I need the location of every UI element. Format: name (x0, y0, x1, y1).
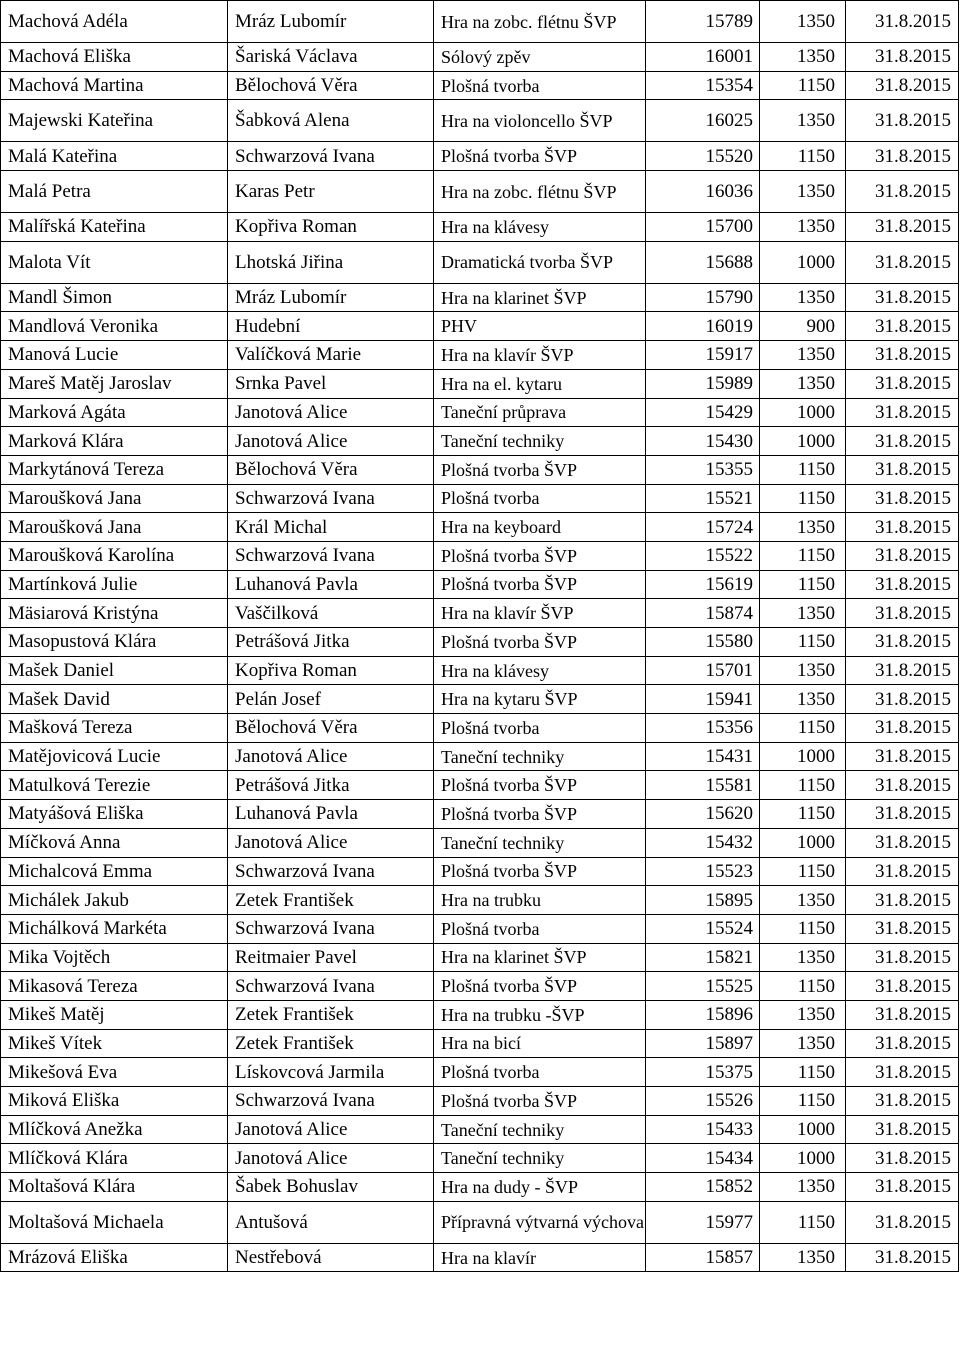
record-id-cell: 15724 (646, 513, 760, 542)
record-id-cell: 16019 (646, 312, 760, 341)
table-row (1, 142, 959, 171)
subject-cell: Hra na klarinet ŠVP (434, 283, 646, 312)
fee-amount-cell: 1000 (760, 398, 846, 427)
student-name-cell: Moltašová Klára (1, 1173, 228, 1202)
subject-cell: Plošná tvorba ŠVP (434, 972, 646, 1001)
subject-cell: Plošná tvorba ŠVP (434, 800, 646, 829)
date-cell: 31.8.2015 (846, 312, 959, 341)
date-cell: 31.8.2015 (846, 1173, 959, 1202)
date-cell: 31.8.2015 (846, 1000, 959, 1029)
fee-amount-cell: 1350 (760, 283, 846, 312)
teacher-name-cell: Zetek František (228, 1029, 434, 1058)
table-row (1, 685, 959, 714)
student-name-cell: Michálková Markéta (1, 914, 228, 943)
subject-cell: PHV (434, 312, 646, 341)
subject-cell: Hra na zobc. flétnu ŠVP (434, 171, 646, 213)
student-name-cell: Marková Klára (1, 427, 228, 456)
date-cell: 31.8.2015 (846, 742, 959, 771)
fee-amount-cell: 1350 (760, 513, 846, 542)
record-id-cell: 15821 (646, 943, 760, 972)
table-row (1, 71, 959, 100)
fee-amount-cell: 1150 (760, 541, 846, 570)
student-name-cell: Machová Eliška (1, 43, 228, 72)
teacher-name-cell: Zetek František (228, 886, 434, 915)
teacher-name-cell: Luhanová Pavla (228, 800, 434, 829)
subject-cell: Hra na keyboard (434, 513, 646, 542)
subject-cell: Plošná tvorba (434, 1058, 646, 1087)
teacher-name-cell: Petrášová Jitka (228, 628, 434, 657)
fee-amount-cell: 1350 (760, 886, 846, 915)
record-id-cell: 15895 (646, 886, 760, 915)
teacher-name-cell: Janotová Alice (228, 828, 434, 857)
table-row (1, 1, 959, 43)
date-cell: 31.8.2015 (846, 1201, 959, 1243)
table-row (1, 972, 959, 1001)
record-id-cell: 16036 (646, 171, 760, 213)
subject-cell: Plošná tvorba (434, 914, 646, 943)
student-name-cell: Moltašová Michaela (1, 1201, 228, 1243)
record-id-cell: 15857 (646, 1243, 760, 1272)
record-id-cell: 15434 (646, 1144, 760, 1173)
record-id-cell: 15701 (646, 656, 760, 685)
date-cell: 31.8.2015 (846, 656, 959, 685)
subject-cell: Hra na dudy - ŠVP (434, 1173, 646, 1202)
subject-cell: Dramatická tvorba ŠVP (434, 241, 646, 283)
subject-cell: Taneční techniky (434, 828, 646, 857)
record-id-cell: 15430 (646, 427, 760, 456)
fee-amount-cell: 900 (760, 312, 846, 341)
table-row (1, 1201, 959, 1243)
student-name-cell: Michálek Jakub (1, 886, 228, 915)
teacher-name-cell: Hudební (228, 312, 434, 341)
record-id-cell: 15977 (646, 1201, 760, 1243)
student-name-cell: Mlíčková Klára (1, 1144, 228, 1173)
student-name-cell: Mašek Daniel (1, 656, 228, 685)
student-name-cell: Mika Vojtěch (1, 943, 228, 972)
teacher-name-cell: Mráz Lubomír (228, 283, 434, 312)
student-name-cell: Matyášová Eliška (1, 800, 228, 829)
date-cell: 31.8.2015 (846, 1087, 959, 1116)
fee-amount-cell: 1000 (760, 1144, 846, 1173)
table-row (1, 513, 959, 542)
student-name-cell: Malá Kateřina (1, 142, 228, 171)
record-id-cell: 15522 (646, 541, 760, 570)
teacher-name-cell: Janotová Alice (228, 1115, 434, 1144)
date-cell: 31.8.2015 (846, 241, 959, 283)
record-id-cell: 15790 (646, 283, 760, 312)
date-cell: 31.8.2015 (846, 628, 959, 657)
student-name-cell: Mäsiarová Kristýna (1, 599, 228, 628)
fee-amount-cell: 1150 (760, 914, 846, 943)
date-cell: 31.8.2015 (846, 1, 959, 43)
teacher-name-cell: Lhotská Jiřina (228, 241, 434, 283)
student-name-cell: Matějovicová Lucie (1, 742, 228, 771)
date-cell: 31.8.2015 (846, 800, 959, 829)
subject-cell: Plošná tvorba ŠVP (434, 455, 646, 484)
teacher-name-cell: Antušová (228, 1201, 434, 1243)
date-cell: 31.8.2015 (846, 886, 959, 915)
fee-amount-cell: 1150 (760, 142, 846, 171)
subject-cell: Taneční techniky (434, 427, 646, 456)
table-row (1, 857, 959, 886)
record-id-cell: 15896 (646, 1000, 760, 1029)
teacher-name-cell: Janotová Alice (228, 427, 434, 456)
table-row (1, 886, 959, 915)
date-cell: 31.8.2015 (846, 1029, 959, 1058)
table-row (1, 742, 959, 771)
record-id-cell: 15429 (646, 398, 760, 427)
table-row (1, 656, 959, 685)
record-id-cell: 15354 (646, 71, 760, 100)
subject-cell: Taneční techniky (434, 742, 646, 771)
fee-amount-cell: 1350 (760, 1029, 846, 1058)
teacher-name-cell: Janotová Alice (228, 742, 434, 771)
date-cell: 31.8.2015 (846, 714, 959, 743)
subject-cell: Hra na klavír (434, 1243, 646, 1272)
teacher-name-cell: Zetek František (228, 1000, 434, 1029)
fee-amount-cell: 1150 (760, 484, 846, 513)
date-cell: 31.8.2015 (846, 398, 959, 427)
record-id-cell: 15525 (646, 972, 760, 1001)
subject-cell: Plošná tvorba ŠVP (434, 628, 646, 657)
teacher-name-cell: Šabková Alena (228, 100, 434, 142)
student-name-cell: Maroušková Jana (1, 484, 228, 513)
teacher-name-cell: Schwarzová Ivana (228, 857, 434, 886)
date-cell: 31.8.2015 (846, 369, 959, 398)
subject-cell: Hra na klarinet ŠVP (434, 943, 646, 972)
fee-amount-cell: 1150 (760, 714, 846, 743)
date-cell: 31.8.2015 (846, 1058, 959, 1087)
teacher-name-cell: Srnka Pavel (228, 369, 434, 398)
table-row (1, 369, 959, 398)
table-row (1, 570, 959, 599)
fee-amount-cell: 1150 (760, 1201, 846, 1243)
fee-amount-cell: 1350 (760, 100, 846, 142)
record-id-cell: 15917 (646, 341, 760, 370)
teacher-name-cell: Schwarzová Ivana (228, 914, 434, 943)
teacher-name-cell: Mráz Lubomír (228, 1, 434, 43)
student-name-cell: Machová Martina (1, 71, 228, 100)
record-id-cell: 15520 (646, 142, 760, 171)
teacher-name-cell: Schwarzová Ivana (228, 1087, 434, 1116)
subject-cell: Hra na klávesy (434, 213, 646, 242)
record-id-cell: 15789 (646, 1, 760, 43)
fee-amount-cell: 1350 (760, 1243, 846, 1272)
date-cell: 31.8.2015 (846, 455, 959, 484)
student-name-cell: Mlíčková Anežka (1, 1115, 228, 1144)
fee-amount-cell: 1000 (760, 241, 846, 283)
table-row (1, 1115, 959, 1144)
student-name-cell: Martínková Julie (1, 570, 228, 599)
date-cell: 31.8.2015 (846, 1115, 959, 1144)
subject-cell: Hra na klávesy (434, 656, 646, 685)
record-id-cell: 15941 (646, 685, 760, 714)
table-row (1, 100, 959, 142)
record-id-cell: 15523 (646, 857, 760, 886)
table-row (1, 541, 959, 570)
date-cell: 31.8.2015 (846, 43, 959, 72)
record-id-cell: 15897 (646, 1029, 760, 1058)
student-name-cell: Mandlová Veronika (1, 312, 228, 341)
student-name-cell: Marková Agáta (1, 398, 228, 427)
record-id-cell: 15852 (646, 1173, 760, 1202)
date-cell: 31.8.2015 (846, 171, 959, 213)
subject-cell: Taneční průprava (434, 398, 646, 427)
subject-cell: Hra na klavír ŠVP (434, 341, 646, 370)
date-cell: 31.8.2015 (846, 685, 959, 714)
student-name-cell: Michalcová Emma (1, 857, 228, 886)
fee-amount-cell: 1150 (760, 972, 846, 1001)
table-row (1, 1058, 959, 1087)
table-row (1, 1243, 959, 1272)
subject-cell: Hra na trubku (434, 886, 646, 915)
date-cell: 31.8.2015 (846, 71, 959, 100)
table-row (1, 341, 959, 370)
fee-amount-cell: 1350 (760, 599, 846, 628)
record-id-cell: 15526 (646, 1087, 760, 1116)
student-name-cell: Mikeš Vítek (1, 1029, 228, 1058)
record-id-cell: 15700 (646, 213, 760, 242)
table-row (1, 484, 959, 513)
subject-cell: Hra na bicí (434, 1029, 646, 1058)
teacher-name-cell: Bělochová Věra (228, 455, 434, 484)
student-name-cell: Malota Vít (1, 241, 228, 283)
teacher-name-cell: Nestřebová (228, 1243, 434, 1272)
student-name-cell: Maroušková Karolína (1, 541, 228, 570)
subject-cell: Plošná tvorba ŠVP (434, 1087, 646, 1116)
student-name-cell: Manová Lucie (1, 341, 228, 370)
date-cell: 31.8.2015 (846, 599, 959, 628)
subject-cell: Taneční techniky (434, 1144, 646, 1173)
student-name-cell: Machová Adéla (1, 1, 228, 43)
fee-amount-cell: 1350 (760, 341, 846, 370)
fee-amount-cell: 1350 (760, 171, 846, 213)
teacher-name-cell: Lískovcová Jarmila (228, 1058, 434, 1087)
table-row (1, 599, 959, 628)
table-row (1, 1000, 959, 1029)
student-name-cell: Mikeš Matěj (1, 1000, 228, 1029)
student-name-cell: Mrázová Eliška (1, 1243, 228, 1272)
table-row (1, 1144, 959, 1173)
teacher-name-cell: Schwarzová Ivana (228, 142, 434, 171)
subject-cell: Taneční techniky (434, 1115, 646, 1144)
fee-amount-cell: 1150 (760, 857, 846, 886)
subject-cell: Plošná tvorba ŠVP (434, 142, 646, 171)
record-id-cell: 15581 (646, 771, 760, 800)
record-id-cell: 15375 (646, 1058, 760, 1087)
subject-cell: Přípravná výtvarná výchova (434, 1201, 646, 1243)
fee-amount-cell: 1350 (760, 43, 846, 72)
teacher-name-cell: Pelán Josef (228, 685, 434, 714)
table-row (1, 171, 959, 213)
subject-cell: Plošná tvorba ŠVP (434, 857, 646, 886)
table-body (1, 1, 959, 1272)
record-id-cell: 15874 (646, 599, 760, 628)
date-cell: 31.8.2015 (846, 341, 959, 370)
date-cell: 31.8.2015 (846, 771, 959, 800)
date-cell: 31.8.2015 (846, 484, 959, 513)
fee-amount-cell: 1000 (760, 1115, 846, 1144)
subject-cell: Sólový zpěv (434, 43, 646, 72)
fee-amount-cell: 1350 (760, 1173, 846, 1202)
fee-amount-cell: 1150 (760, 570, 846, 599)
subject-cell: Hra na kytaru ŠVP (434, 685, 646, 714)
fee-amount-cell: 1150 (760, 771, 846, 800)
record-id-cell: 16025 (646, 100, 760, 142)
subject-cell: Plošná tvorba (434, 71, 646, 100)
table-row (1, 800, 959, 829)
fee-amount-cell: 1150 (760, 628, 846, 657)
table-row (1, 213, 959, 242)
teacher-name-cell: Schwarzová Ivana (228, 484, 434, 513)
student-name-cell: Mandl Šimon (1, 283, 228, 312)
table-row (1, 455, 959, 484)
teacher-name-cell: Janotová Alice (228, 1144, 434, 1173)
date-cell: 31.8.2015 (846, 972, 959, 1001)
teacher-name-cell: Vaščilková (228, 599, 434, 628)
table-row (1, 241, 959, 283)
teacher-name-cell: Valíčková Marie (228, 341, 434, 370)
student-name-cell: Malířská Kateřina (1, 213, 228, 242)
teacher-name-cell: Král Michal (228, 513, 434, 542)
student-name-cell: Maroušková Jana (1, 513, 228, 542)
student-name-cell: Mašek David (1, 685, 228, 714)
table-row (1, 914, 959, 943)
table-row (1, 427, 959, 456)
fee-amount-cell: 1150 (760, 1087, 846, 1116)
fee-amount-cell: 1000 (760, 427, 846, 456)
student-name-cell: Matulková Terezie (1, 771, 228, 800)
student-name-cell: Míčková Anna (1, 828, 228, 857)
record-id-cell: 15619 (646, 570, 760, 599)
date-cell: 31.8.2015 (846, 142, 959, 171)
teacher-name-cell: Petrášová Jitka (228, 771, 434, 800)
record-id-cell: 15431 (646, 742, 760, 771)
date-cell: 31.8.2015 (846, 1243, 959, 1272)
teacher-name-cell: Janotová Alice (228, 398, 434, 427)
table-row (1, 628, 959, 657)
fee-amount-cell: 1150 (760, 455, 846, 484)
table-row (1, 828, 959, 857)
student-name-cell: Mašková Tereza (1, 714, 228, 743)
teacher-name-cell: Bělochová Věra (228, 71, 434, 100)
fee-amount-cell: 1350 (760, 369, 846, 398)
table-row (1, 1087, 959, 1116)
teacher-name-cell: Karas Petr (228, 171, 434, 213)
record-id-cell: 15524 (646, 914, 760, 943)
fee-amount-cell: 1350 (760, 943, 846, 972)
subject-cell: Hra na klavír ŠVP (434, 599, 646, 628)
student-name-cell: Mareš Matěj Jaroslav (1, 369, 228, 398)
fee-amount-cell: 1000 (760, 828, 846, 857)
subject-cell: Plošná tvorba (434, 484, 646, 513)
record-id-cell: 15620 (646, 800, 760, 829)
subject-cell: Plošná tvorba ŠVP (434, 541, 646, 570)
subject-cell: Hra na trubku -ŠVP (434, 1000, 646, 1029)
record-id-cell: 15989 (646, 369, 760, 398)
table-row (1, 771, 959, 800)
table-row (1, 943, 959, 972)
student-name-cell: Malá Petra (1, 171, 228, 213)
subject-cell: Plošná tvorba (434, 714, 646, 743)
fee-amount-cell: 1150 (760, 71, 846, 100)
subject-cell: Plošná tvorba ŠVP (434, 771, 646, 800)
fee-amount-cell: 1150 (760, 1058, 846, 1087)
record-id-cell: 15688 (646, 241, 760, 283)
date-cell: 31.8.2015 (846, 828, 959, 857)
table-row (1, 43, 959, 72)
student-name-cell: Miková Eliška (1, 1087, 228, 1116)
fee-amount-cell: 1350 (760, 213, 846, 242)
teacher-name-cell: Kopřiva Roman (228, 213, 434, 242)
table-row (1, 1029, 959, 1058)
subject-cell: Hra na zobc. flétnu ŠVP (434, 1, 646, 43)
record-id-cell: 15521 (646, 484, 760, 513)
record-id-cell: 15580 (646, 628, 760, 657)
date-cell: 31.8.2015 (846, 213, 959, 242)
student-name-cell: Majewski Kateřina (1, 100, 228, 142)
teacher-name-cell: Luhanová Pavla (228, 570, 434, 599)
student-name-cell: Masopustová Klára (1, 628, 228, 657)
teacher-name-cell: Schwarzová Ivana (228, 972, 434, 1001)
fee-amount-cell: 1350 (760, 1000, 846, 1029)
table-row (1, 283, 959, 312)
record-id-cell: 16001 (646, 43, 760, 72)
student-name-cell: Mikasová Tereza (1, 972, 228, 1001)
fee-amount-cell: 1350 (760, 1, 846, 43)
date-cell: 31.8.2015 (846, 541, 959, 570)
date-cell: 31.8.2015 (846, 513, 959, 542)
table-row (1, 398, 959, 427)
record-id-cell: 15356 (646, 714, 760, 743)
fee-amount-cell: 1350 (760, 685, 846, 714)
table-row (1, 714, 959, 743)
teacher-name-cell: Bělochová Věra (228, 714, 434, 743)
date-cell: 31.8.2015 (846, 283, 959, 312)
teacher-name-cell: Schwarzová Ivana (228, 541, 434, 570)
fee-amount-cell: 1000 (760, 742, 846, 771)
subject-cell: Hra na violoncello ŠVP (434, 100, 646, 142)
date-cell: 31.8.2015 (846, 427, 959, 456)
record-id-cell: 15432 (646, 828, 760, 857)
teacher-name-cell: Kopřiva Roman (228, 656, 434, 685)
record-id-cell: 15433 (646, 1115, 760, 1144)
student-name-cell: Markytánová Tereza (1, 455, 228, 484)
date-cell: 31.8.2015 (846, 1144, 959, 1173)
fee-amount-cell: 1350 (760, 656, 846, 685)
date-cell: 31.8.2015 (846, 857, 959, 886)
date-cell: 31.8.2015 (846, 570, 959, 599)
table-row (1, 1173, 959, 1202)
date-cell: 31.8.2015 (846, 943, 959, 972)
date-cell: 31.8.2015 (846, 914, 959, 943)
subject-cell: Hra na el. kytaru (434, 369, 646, 398)
teacher-name-cell: Šariská Václava (228, 43, 434, 72)
table-row (1, 312, 959, 341)
record-id-cell: 15355 (646, 455, 760, 484)
subject-cell: Plošná tvorba ŠVP (434, 570, 646, 599)
date-cell: 31.8.2015 (846, 100, 959, 142)
student-name-cell: Mikešová Eva (1, 1058, 228, 1087)
fee-amount-cell: 1150 (760, 800, 846, 829)
teacher-name-cell: Šabek Bohuslav (228, 1173, 434, 1202)
teacher-name-cell: Reitmaier Pavel (228, 943, 434, 972)
